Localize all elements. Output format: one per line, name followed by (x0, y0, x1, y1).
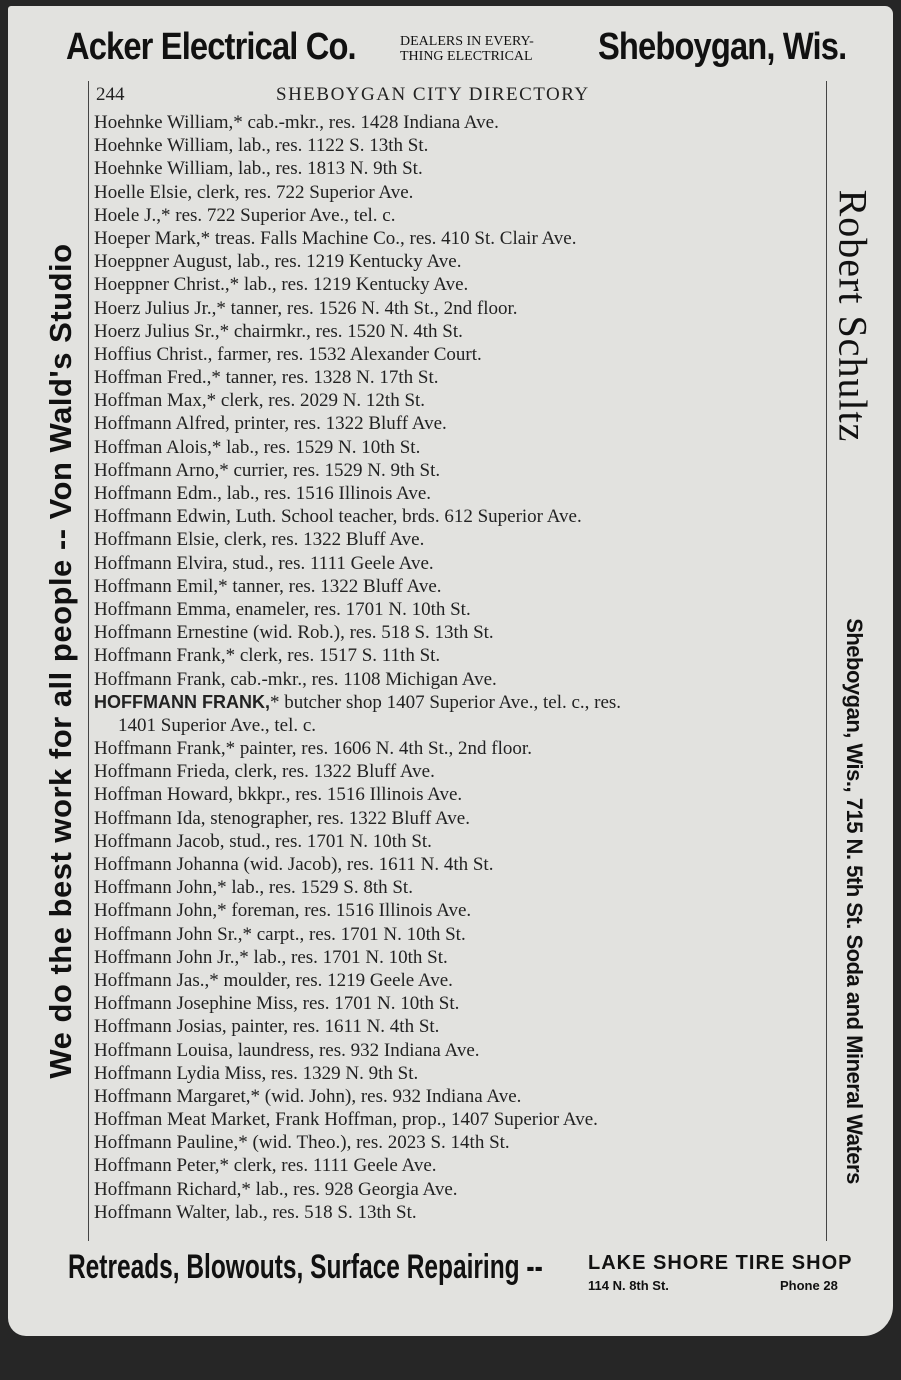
entry-text: Hoffmann Elvira, stud., res. 1111 Geele Ave. (94, 552, 434, 574)
directory-entry (94, 111, 829, 134)
entry-text: Hoeppner Christ.,* lab., res. 1219 Kentucky Ave. (94, 274, 469, 296)
entry-text: Hoffman Fred.,* tanner, res. 1328 N. 17th St. (94, 367, 439, 389)
directory-entry (94, 482, 829, 505)
entry-text: Hoffman Meat Market, Frank Hoffman, prop., 1407 Superior Ave. (94, 1109, 598, 1131)
directory-entry (94, 204, 829, 227)
directory-entry (94, 1085, 829, 1108)
bottom-ad-address: 114 N. 8th St. (588, 1278, 669, 1293)
bottom-advertisement (38, 1246, 878, 1306)
directory-entry (94, 1201, 829, 1224)
directory-entry (94, 760, 829, 783)
entry-text: * butcher shop 1407 Superior Ave., tel. c., res. (269, 691, 622, 713)
entry-text: Hoffmann John Sr.,* carpt., res. 1701 N. 10th St. (94, 923, 466, 945)
directory-entry (94, 876, 829, 899)
entry-text: Hoffmann Ida, stenographer, res. 1322 Bluff Ave. (94, 807, 470, 829)
entry-text: Hoehnke William, lab., res. 1122 S. 13th St. (94, 135, 429, 157)
entry-text: Hoffmann Frank, cab.-mkr., res. 1108 Michigan Ave. (94, 668, 497, 690)
directory-entry (94, 181, 829, 204)
directory-entry (94, 644, 829, 667)
directory-entry (94, 320, 829, 343)
ad-tagline-line2: THING ELECTRICAL (400, 49, 533, 64)
entry-text: Hoehnke William,* cab.-mkr., res. 1428 Indiana Ave. (94, 112, 499, 133)
entry-text: Hoffmann Frank,* clerk, res. 1517 S. 11th St. (94, 645, 441, 667)
bottom-ad-shop-name: LAKE SHORE TIRE SHOP (588, 1252, 853, 1274)
entry-text: Hoffmann Edm., lab., res. 1516 Illinois Ave. (94, 483, 432, 504)
entry-text: Hoelle Elsie, clerk, res. 722 Superior Ave. (94, 181, 414, 203)
directory-entry (94, 366, 829, 389)
directory-entry (94, 528, 829, 551)
directory-entry (94, 969, 829, 992)
entry-text: Hoerz Julius Sr.,* chairmkr., res. 1520 N. 4th St. (94, 320, 463, 342)
entry-text: Hoffmann Louisa, laundress, res. 932 Indiana Ave. (94, 1039, 480, 1061)
entry-text: Hoffmann Emil,* tanner, res. 1322 Bluff Ave. (94, 575, 442, 597)
entry-text: Hoffmann John,* lab., res. 1529 S. 8th St. (94, 877, 413, 899)
directory-entry (94, 505, 829, 528)
directory-entry (94, 668, 829, 691)
directory-entries (94, 111, 829, 1224)
ad-tagline (400, 34, 534, 64)
entry-text: Hoeper Mark,* treas. Falls Machine Co., res. 410 St. Clair Ave. (94, 227, 577, 249)
entry-text: Hoffmann Jas.,* moulder, res. 1219 Geele Ave. (94, 969, 453, 991)
entry-text: 1401 Superior Ave., tel. c. (118, 714, 317, 736)
entry-text: Hoffmann Jacob, stud., res. 1701 N. 10th St. (94, 830, 432, 852)
directory-entry (94, 157, 829, 180)
directory-entry (94, 1015, 829, 1038)
right-side-ad-name: Robert Schultz (830, 189, 876, 443)
directory-entry (94, 389, 829, 412)
directory-entry (94, 1039, 829, 1062)
entry-text: Hoffmann Lydia Miss, res. 1329 N. 9th St. (94, 1062, 419, 1084)
entry-text: Hoffmann Edwin, Luth. School teacher, brds. 612 Superior Ave. (94, 506, 582, 528)
ad-company-name: Acker Electrical Co. (66, 26, 356, 68)
directory-entry (94, 1131, 829, 1154)
ad-city: Sheboygan, Wis. (598, 26, 847, 68)
directory-entry (94, 575, 829, 598)
directory-entry (94, 737, 829, 760)
page-header (96, 84, 824, 110)
directory-entry (94, 134, 829, 157)
entry-text: Hoffmann John,* foreman, res. 1516 Illinois Ave. (94, 900, 472, 922)
entry-text: Hoffman Alois,* lab., res. 1529 N. 10th St. (94, 436, 421, 458)
directory-entry (94, 250, 829, 273)
entry-bold-name: HOFFMANN FRANK, (94, 691, 270, 712)
entry-text: Hoffmann Richard,* lab., res. 928 Georgia Ave. (94, 1178, 458, 1200)
entry-text: Hoffmann Frank,* painter, res. 1606 N. 4th St., 2nd floor. (94, 738, 532, 760)
left-side-advertisement: We do the best work for all people -- Von Wald's Studio (43, 243, 78, 1079)
page-number: 244 (96, 84, 125, 105)
directory-entry (94, 830, 829, 853)
entry-text: Hoffmann Arno,* currier, res. 1529 N. 9th St. (94, 459, 441, 481)
entry-text: Hoffmann Josephine Miss, res. 1701 N. 10th St. (94, 993, 460, 1015)
entry-text: Hoffmann Walter, lab., res. 518 S. 13th St. (94, 1201, 417, 1223)
bottom-ad-slogan: Retreads, Blowouts, Surface Repairing -- (68, 1248, 543, 1286)
entry-text: Hoffmann Frieda, clerk, res. 1322 Bluff Ave. (94, 761, 435, 783)
directory-entry (94, 923, 829, 946)
entry-text: Hoffmann Elsie, clerk, res. 1322 Bluff Ave. (94, 529, 425, 551)
entry-text: Hoffmann Pauline,* (wid. Theo.), res. 2023 S. 14th St. (94, 1132, 510, 1154)
directory-entry (94, 1154, 829, 1177)
entry-text: Hoffman Howard, bkkpr., res. 1516 Illinois Ave. (94, 784, 463, 806)
directory-entry (94, 807, 829, 830)
directory-entry (94, 1062, 829, 1085)
directory-entry (94, 436, 829, 459)
top-advertisement (38, 20, 878, 80)
entry-text: Hoffmann Johanna (wid. Jacob), res. 1611 N. 4th St. (94, 854, 494, 875)
directory-entry (94, 946, 829, 969)
entry-text: Hoffmann Ernestine (wid. Rob.), res. 518 S. 13th St. (94, 622, 494, 644)
directory-entry (94, 552, 829, 575)
page-title: SHEBOYGAN CITY DIRECTORY (276, 84, 590, 105)
entry-text: Hoffman Max,* clerk, res. 2029 N. 12th St. (94, 390, 426, 412)
directory-entry (94, 412, 829, 435)
entry-text: Hoffmann John Jr.,* lab., res. 1701 N. 10th St. (94, 946, 448, 968)
entry-text: Hoeppner August, lab., res. 1219 Kentucky Ave. (94, 251, 462, 273)
entry-text: Hoffius Christ., farmer, res. 1532 Alexander Court. (94, 343, 482, 365)
directory-entry (94, 1178, 829, 1201)
directory-entry (94, 853, 829, 876)
entry-text: Hoffmann Josias, painter, res. 1611 N. 4th St. (94, 1016, 440, 1038)
entry-text: Hoffmann Margaret,* (wid. John), res. 932 Indiana Ave. (94, 1085, 522, 1107)
bottom-ad-phone: Phone 28 (780, 1278, 838, 1293)
directory-entry (94, 899, 829, 922)
directory-entry (94, 621, 829, 644)
directory-entry (94, 1108, 829, 1131)
directory-entry (94, 714, 829, 737)
directory-entry (94, 227, 829, 250)
entry-text: Hoehnke William, lab., res. 1813 N. 9th St. (94, 158, 423, 180)
directory-page (8, 6, 893, 1336)
directory-entry (94, 459, 829, 482)
directory-entry (94, 783, 829, 806)
entry-text: Hoffmann Peter,* clerk, res. 1111 Geele Ave. (94, 1155, 437, 1177)
entry-text: Hoffmann Emma, enameler, res. 1701 N. 10th St. (94, 598, 471, 620)
entry-text: Hoele J.,* res. 722 Superior Ave., tel. c. (94, 204, 396, 226)
entry-text: Hoerz Julius Jr.,* tanner, res. 1526 N. 4th St., 2nd floor. (94, 297, 518, 319)
directory-entry (94, 992, 829, 1015)
directory-entry (94, 297, 829, 320)
directory-entry (94, 273, 829, 296)
directory-entry (94, 598, 829, 621)
ad-tagline-line1: DEALERS IN EVERY- (400, 34, 534, 49)
right-side-ad-line: Sheboygan, Wis., 715 N. 5th St. Soda and Mineral Waters (842, 618, 867, 1184)
directory-entry (94, 691, 829, 714)
entry-text: Hoffmann Alfred, printer, res. 1322 Bluff Ave. (94, 413, 447, 435)
directory-entry (94, 343, 829, 366)
